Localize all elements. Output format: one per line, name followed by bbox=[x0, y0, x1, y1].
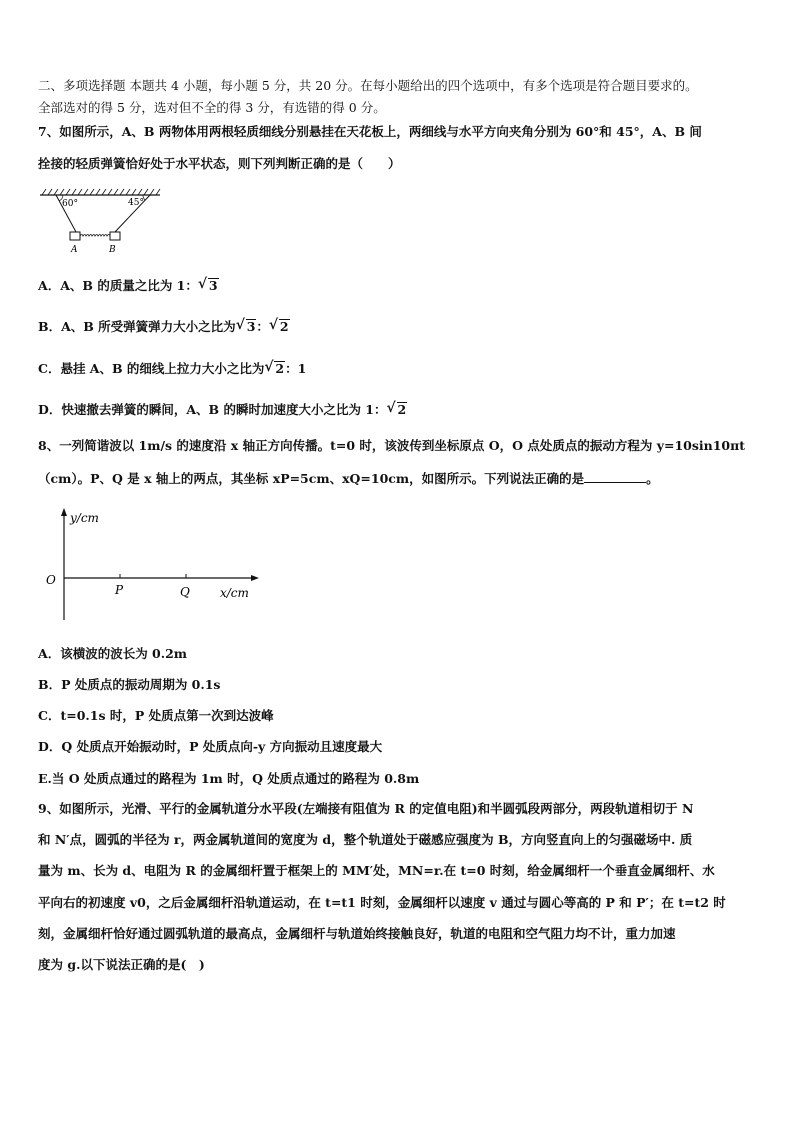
y-axis-label: y/cm bbox=[70, 511, 99, 525]
q9-stem-line2: 和 N′点，圆弧的半径为 r，两金属轨道间的宽度为 d，整个轨道处于磁感应强度为 B，方向竖直向上的匀强磁场中. 质 bbox=[38, 832, 693, 847]
q7-stem-line2: 拴接的轻质弹簧恰好处于水平状态，则下列判断正确的是（ ） bbox=[38, 156, 401, 171]
q8-option-b: B．P 处质点的振动周期为 0.1s bbox=[38, 677, 221, 692]
q7-option-a: A．A、B 的质量之比为 1： √ 3 bbox=[38, 276, 218, 293]
label-a: A bbox=[71, 245, 78, 255]
point-q-label: Q bbox=[180, 585, 190, 599]
block-b bbox=[110, 232, 120, 240]
q7-option-d: D．快速撤去弹簧的瞬间，A、B 的瞬时加速度大小之比为 1： √ 2 bbox=[38, 400, 407, 417]
q7-option-c: C．悬挂 A、B 的细线上拉力大小之比为 √ 2：1 bbox=[38, 359, 307, 376]
q9-stem-line1: 9、如图所示，光滑、平行的金属轨道分水平段(左端接有阻值为 R 的定值电阻)和半圆弧段两部分，两段轨道相切于 N bbox=[38, 801, 694, 816]
q9-stem-line3: 量为 m、长为 d、电阻为 R 的金属细杆置于框架上的 MM′处，MN=r.在 t=0 时刻，给金属细杆一个垂直金属细杆、水 bbox=[38, 863, 715, 878]
q8-figure bbox=[40, 504, 270, 624]
q9-stem-line6: 度为 g.以下说法正确的是( ) bbox=[38, 957, 205, 972]
q8-option-e: E.当 O 处质点通过的路程为 1m 时，Q 处质点通过的路程为 0.8m bbox=[38, 771, 420, 786]
origin-label: O bbox=[46, 573, 56, 587]
section-instructions-line1: 二、多项选择题 本题共 4 小题，每小题 5 分，共 20 分。在每小题给出的四个选项中，有多个选项是符合题目要求的。 bbox=[38, 78, 698, 93]
q8-option-d: D．Q 处质点开始振动时，P 处质点向-y 方向振动且速度最大 bbox=[38, 739, 383, 754]
block-a bbox=[70, 232, 80, 240]
q7-stem-line1: 7、如图所示，A、B 两物体用两根轻质细线分别悬挂在天花板上，两细线与水平方向夹角分别为 60°和 45°，A、B 间 bbox=[38, 124, 702, 139]
label-b: B bbox=[109, 245, 116, 255]
q7-option-b: B．A、B 所受弹簧弹力大小之比为 √ 3： √ 2 bbox=[38, 317, 289, 334]
q8-option-a: A．该横波的波长为 0.2m bbox=[38, 646, 188, 661]
x-axis-label: x/cm bbox=[220, 586, 249, 600]
q7-figure bbox=[36, 188, 166, 258]
angle-45-label: 45° bbox=[128, 198, 144, 208]
q9-stem-line4: 平向右的初速度 v0，之后金属细杆沿轨道运动，在 t=t1 时刻，金属细杆以速度 v 通过与圆心等高的 P 和 P′；在 t=t2 时 bbox=[38, 895, 726, 910]
q8-stem-line1: 8、一列简谐波以 1m/s 的速度沿 x 轴正方向传播。t=0 时，该波传到坐标原点 O，O 点处质点的振动方程为 y=10sin10πt bbox=[38, 438, 746, 453]
section-instructions-line2: 全部选对的得 5 分，选对但不全的得 3 分，有选错的得 0 分。 bbox=[38, 100, 386, 115]
spring bbox=[80, 235, 110, 237]
point-p-label: P bbox=[115, 583, 124, 597]
q9-stem-line5: 刻，金属细杆恰好通过圆弧轨道的最高点，金属细杆与轨道始终接触良好，轨道的电阻和空气阻力均不计，重力加速 bbox=[38, 926, 676, 941]
ceiling-hatching bbox=[40, 189, 160, 195]
angle-60-label: 60° bbox=[62, 199, 78, 209]
q8-stem-line2: （cm）。P、Q 是 x 轴上的两点，其坐标 xP=5cm、xQ=10cm，如图所示。下列说法正确的是 。 bbox=[38, 471, 659, 486]
q8-option-c: C．t=0.1s 时，P 处质点第一次到达波峰 bbox=[38, 708, 274, 723]
answer-blank bbox=[584, 470, 646, 483]
